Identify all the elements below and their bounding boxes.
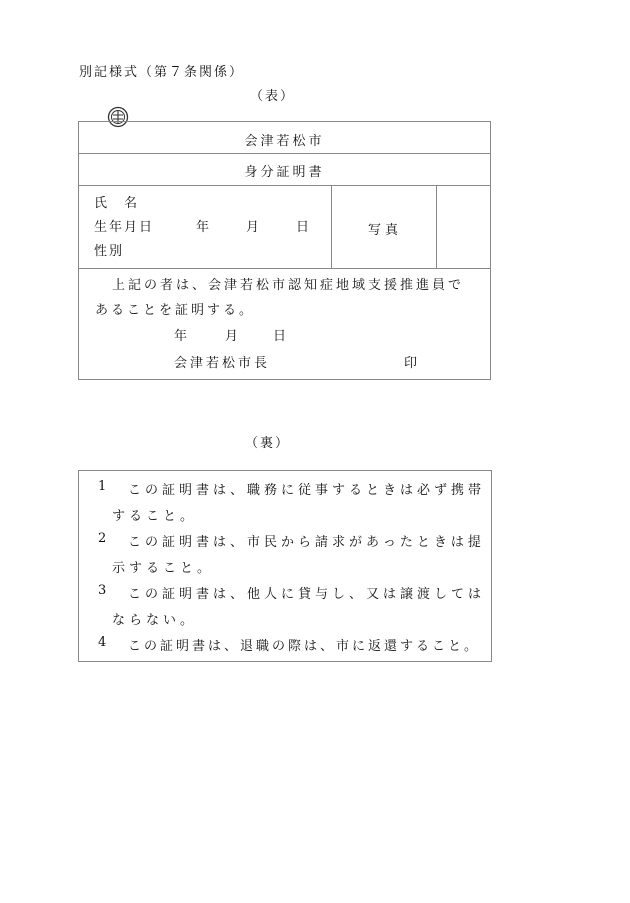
id-card-back	[78, 470, 492, 662]
rule-number: 1	[98, 479, 111, 494]
back-side-label: （裏）	[245, 436, 291, 451]
card-title-row	[79, 153, 490, 186]
issue-day-label: 日	[273, 329, 289, 344]
birth-month-label: 月	[246, 220, 262, 235]
card-info-row	[79, 185, 490, 269]
rule-number: 4	[98, 635, 111, 650]
rule-text-continued: ならない。	[112, 613, 198, 628]
photo-label: 写真	[368, 223, 403, 238]
birth-day-label: 日	[296, 220, 312, 235]
rule-text: この証明書は、他人に貸与し、又は譲渡しては	[128, 587, 486, 602]
name-label: 氏 名	[94, 196, 140, 211]
issue-month-label: 月	[225, 329, 241, 344]
rule-text: この証明書は、市民から請求があったときは提	[128, 535, 485, 550]
rule-number: 2	[98, 531, 111, 546]
card-city: 会津若松市	[244, 134, 325, 149]
front-side-label: （表）	[250, 89, 296, 104]
rule-text: この証明書は、職務に従事するときは必ず携帯	[128, 483, 486, 498]
sex-label: 性別	[94, 244, 125, 259]
divider	[331, 185, 332, 268]
card-city-row	[79, 122, 490, 154]
rule-text: この証明書は、退職の際は、市に返還すること。	[128, 639, 481, 654]
form-heading: 別記様式（第７条関係）	[79, 65, 245, 80]
issue-year-label: 年	[174, 329, 190, 344]
certification-line-1: 上記の者は、会津若松市認知症地域支援推進員で	[112, 278, 465, 293]
rule-number: 3	[98, 583, 111, 598]
id-card-front	[78, 121, 491, 380]
birthdate-label: 生年月日	[94, 220, 155, 235]
divider	[436, 185, 437, 268]
birth-year-label: 年	[196, 220, 212, 235]
card-title: 身分証明書	[244, 165, 325, 180]
mayor-label: 会津若松市長	[174, 356, 271, 371]
rule-text-continued: 示すること。	[112, 561, 215, 576]
seal-mark: 印	[404, 356, 420, 371]
certification-line-2: あることを証明する。	[95, 303, 256, 318]
rule-text-continued: すること。	[112, 509, 198, 524]
